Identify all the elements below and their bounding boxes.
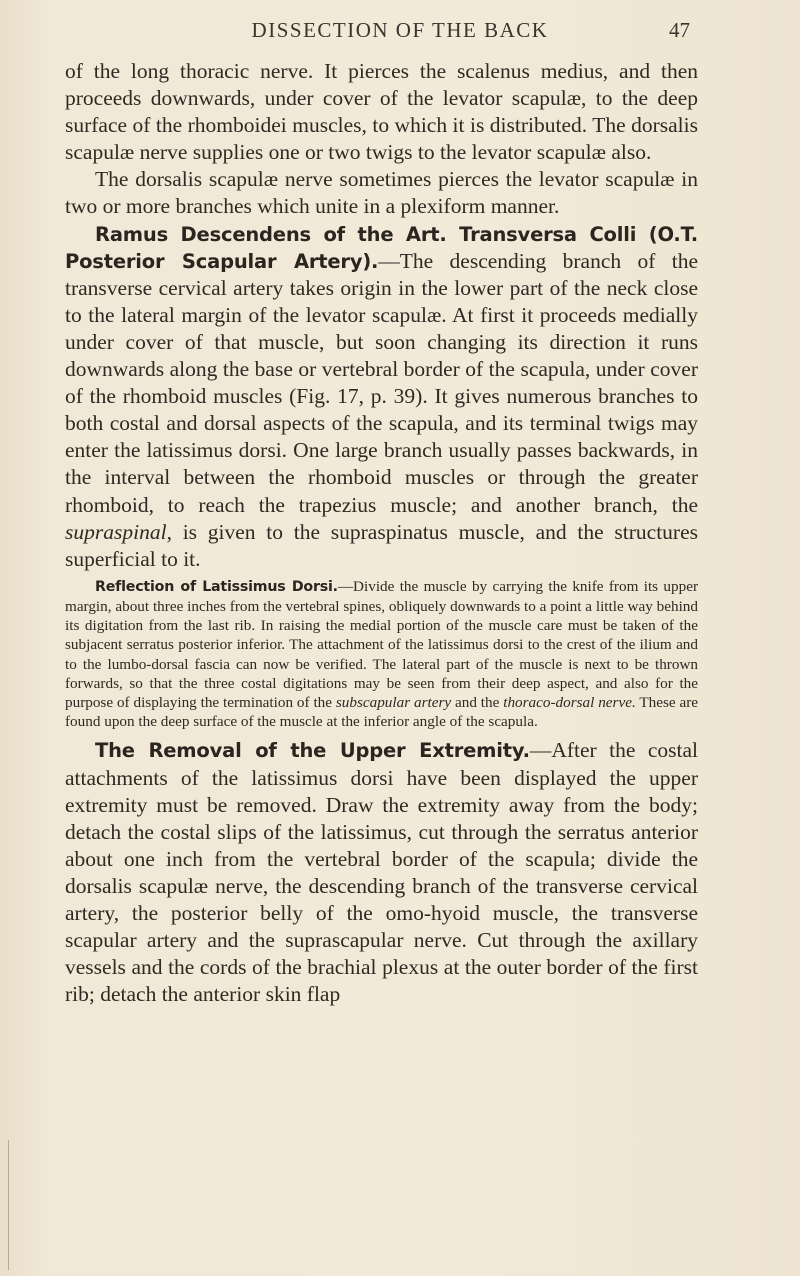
section-heading-removal-upper-extremity: The Removal of the Upper Extremity. xyxy=(95,739,530,763)
paragraph-text: —After the costal attachments of the latissimus dorsi have been displayed the upper extremity must be removed. Draw the extremity away from the body; detach the costal slips of the latissimus, cut through the serratus anterior about one inch from the vertebral border of the scapula; divide the dorsalis scapulæ nerve, the descending branch of the transverse cervical artery, the posterior belly of the omo-hyoid muscle, the transverse scapular artery and the suprascapular nerve. Cut through the axillary vessels and the cords of the brachial plexus at the outer border of the first rib; detach the anterior skin flap xyxy=(65,738,698,1007)
paragraph-long-thoracic-nerve xyxy=(65,58,698,166)
paragraph-text: of the long thoracic nerve. It pierces the scalenus medius, and then proceeds downwards, under cover of the levator scapulæ, to the deep surface of the rhomboidei muscles, to which it is distributed. The dorsalis scapulæ nerve supplies one or two twigs to the levator scapulæ also. xyxy=(65,59,698,165)
running-head xyxy=(0,18,800,52)
paragraph-text: —The descending branch of the transverse cervical artery takes origin in the lower part of the neck close to the lateral margin of the levator scapulæ. At first it proceeds medially under cover of that muscle, but soon changing its direction it runs downwards along the base or vertebral border of the scapula, under cover of the rhomboid muscles (Fig. 17, p. 39). It gives numerous branches to both costal and dorsal aspects of the scapula, and its terminal twigs may enter the latissimus dorsi. One large branch usually passes backwards, in the interval between the rhomboid muscles or through the greater rhomboid, to reach the trapezius muscle; and another branch, the xyxy=(65,248,698,517)
italic-term-supraspinal: supraspinal xyxy=(65,519,167,544)
paragraph-dorsalis-scapulae xyxy=(65,166,698,220)
paragraph-text: These are found upon the deep surface of the muscle at the inferior angle of the scapula. xyxy=(65,694,699,731)
section-heading-reflection-latissimus: Reflection of Latissimus Dorsi. xyxy=(95,578,338,595)
page-body xyxy=(65,58,698,1008)
binding-edge-line xyxy=(8,1140,9,1270)
page-number: 47 xyxy=(669,18,690,42)
paragraph-reflection-latissimus xyxy=(65,577,698,732)
paragraph-ramus-descendens xyxy=(65,221,698,573)
italic-term-subscapular-artery: subscapular artery xyxy=(335,694,452,711)
paragraph-text: , is given to the supraspinatus muscle, and the structures superficial to it. xyxy=(65,519,698,571)
paragraph-removal-upper-extremity xyxy=(65,737,698,1008)
paragraph-text: —Divide the muscle by carrying the knife from its upper margin, about three inches from the vertebral spines, obliquely downwards to a point a little way behind its digitation from the last rib. In raising the medial portion of the muscle care must be taken of the subjacent serratus posterior inferior. The attachment of the latissimus dorsi to the crest of the ilium and to the lumbo-dorsal fascia can now be verified. The lateral part of the muscle is next to be thrown forwards, so that the three costal digitations may be seen from their deep aspect, and also for the purpose of displaying the termination of the xyxy=(65,577,699,711)
section-heading-ramus-descendens: Ramus Descendens of the Art. Transversa Colli (O.T. Posterior Scapular Artery). xyxy=(65,222,698,273)
page-header-title: DISSECTION OF THE BACK xyxy=(251,18,549,42)
italic-term-thoraco-dorsal-nerve: thoraco-dorsal nerve. xyxy=(503,694,636,711)
paragraph-text: The dorsalis scapulæ nerve sometimes pierces the levator scapulæ in two or more branches which unite in a plexiform manner. xyxy=(65,167,698,219)
paragraph-text: and the xyxy=(451,694,504,711)
